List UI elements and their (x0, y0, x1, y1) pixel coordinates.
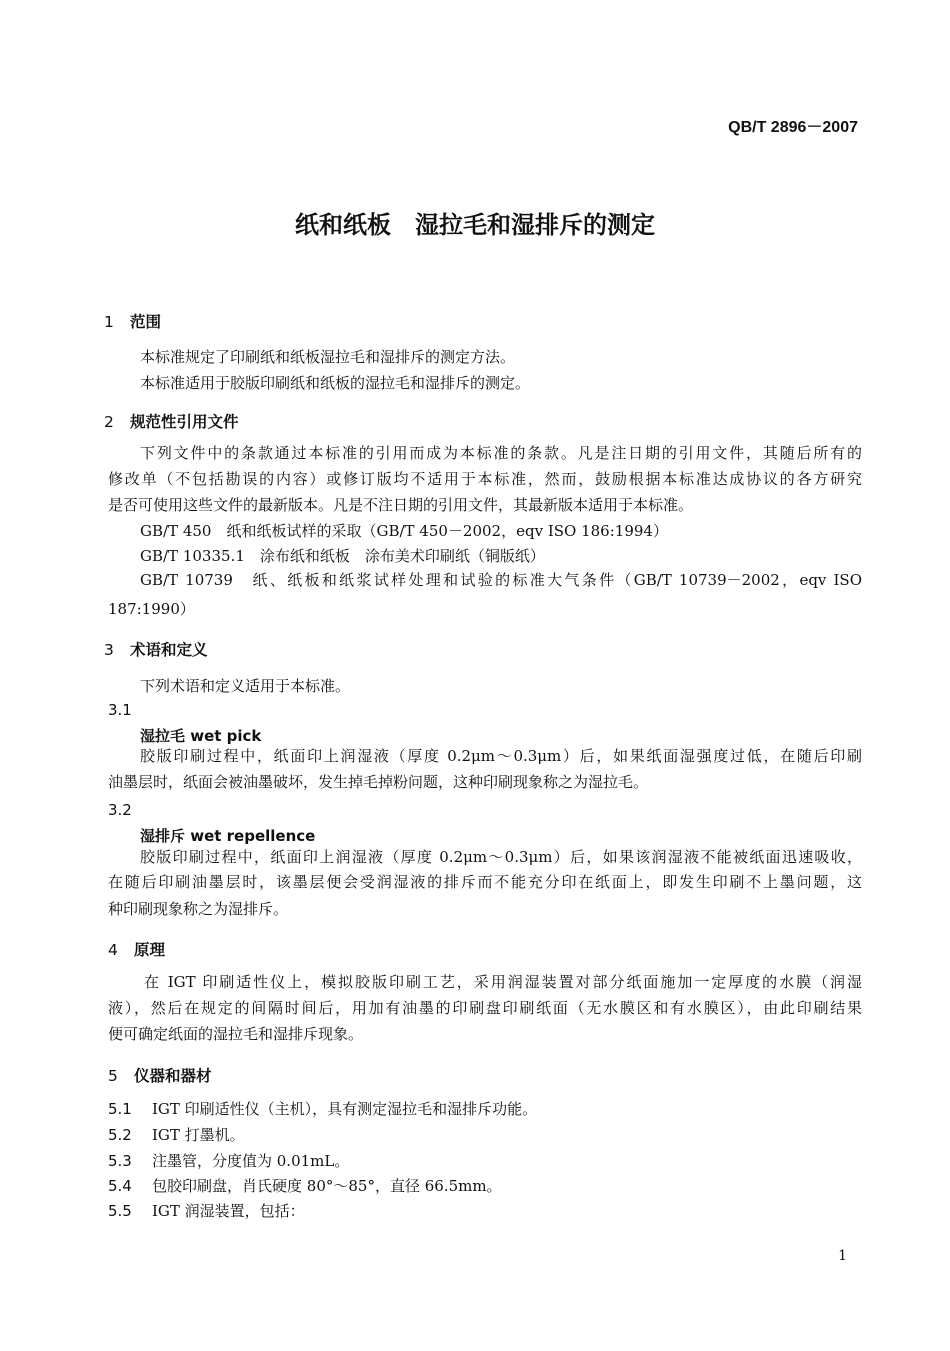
list-item (108, 1098, 537, 1119)
item-number: 5.4 (108, 1177, 132, 1195)
subsection-number: 3.1 (108, 701, 132, 719)
term-heading: 湿拉毛 wet pick (140, 727, 262, 745)
paragraph-line: 胶版印刷过程中，纸面印上润湿液（厚度 0.2μm～0.3μm）后，如果纸面湿强度过低，在随后印刷 (140, 747, 862, 765)
list-item (108, 1175, 502, 1196)
paragraph-line: 下列文件中的条款通过本标准的引用而成为本标准的条款。凡是注日期的引用文件，其随后所有的 (140, 444, 862, 462)
document-title: 纸和纸板 湿拉毛和湿排斥的测定 (295, 211, 655, 239)
section-title: 规范性引用文件 (130, 413, 239, 431)
subsection-number: 3.2 (108, 801, 132, 819)
item-number: 5.2 (108, 1126, 132, 1144)
page-number: 1 (838, 1248, 847, 1264)
reference-item: GB/T 10335.1 涂布纸和纸板 涂布美术印刷纸（铜版纸） (140, 547, 545, 565)
item-text: IGT 打墨机。 (152, 1126, 245, 1144)
item-text: 包胶印刷盘，肖氏硬度 80°～85°，直径 66.5mm。 (152, 1177, 502, 1195)
paragraph: 本标准适用于胶版印刷纸和纸板的湿拉毛和湿排斥的测定。 (140, 374, 531, 392)
section-number: 4 (108, 941, 118, 959)
paragraph-line: 油墨层时，纸面会被油墨破坏，发生掉毛掉粉问题，这种印刷现象称之为湿拉毛。 (108, 773, 649, 791)
section-1-heading (104, 310, 161, 332)
term-heading: 湿排斥 wet repellence (140, 827, 316, 845)
paragraph-line: 胶版印刷过程中，纸面印上润湿液（厚度 0.2μm～0.3μm）后，如果该润湿液不能被纸面迅速吸收， (140, 848, 862, 866)
section-title: 术语和定义 (130, 641, 208, 659)
paragraph: 下列术语和定义适用于本标准。 (140, 677, 351, 695)
item-text: IGT 印刷适性仪（主机），具有测定湿拉毛和湿排斥功能。 (152, 1100, 538, 1118)
section-number: 3 (104, 641, 114, 659)
paragraph-line: 在 IGT 印刷适性仪上，模拟胶版印刷工艺，采用润湿装置对部分纸面施加一定厚度的水膜（润湿 (144, 973, 862, 991)
reference-item-continued: 187:1990） (108, 600, 195, 618)
list-item (108, 1150, 349, 1171)
item-text: IGT 润湿装置，包括： (152, 1202, 305, 1220)
paragraph-line: 种印刷现象称之为湿排斥。 (108, 900, 289, 918)
section-title: 原理 (134, 941, 166, 959)
paragraph: 本标准规定了印刷纸和纸板湿拉毛和湿排斥的测定方法。 (140, 348, 516, 366)
item-text: 注墨管，分度值为 0.01mL。 (152, 1152, 350, 1170)
paragraph-line: 液），然后在规定的间隔时间后，用加有油墨的印刷盘印刷纸面（无水膜区和有水膜区），由此印刷结果 (108, 999, 862, 1017)
section-number: 1 (104, 313, 114, 331)
standard-number: QB/T 2896－2007 (728, 119, 858, 136)
item-number: 5.5 (108, 1202, 132, 1220)
section-title: 仪器和器材 (134, 1067, 212, 1085)
item-number: 5.1 (108, 1100, 132, 1118)
section-4-heading (108, 938, 165, 960)
section-2-heading (104, 410, 239, 432)
paragraph-line: 修改单（不包括勘误的内容）或修订版均不适用于本标准，然而，鼓励根据本标准达成协议的各方研究 (108, 470, 862, 488)
paragraph-line: 便可确定纸面的湿拉毛和湿排斥现象。 (108, 1025, 364, 1043)
section-5-heading (108, 1064, 212, 1086)
section-number: 2 (104, 413, 114, 431)
item-number: 5.3 (108, 1152, 132, 1170)
reference-item: GB/T 450 纸和纸板试样的采取（GB/T 450－2002，eqv ISO 186:1994） (140, 522, 668, 540)
list-item (108, 1200, 305, 1221)
section-number: 5 (108, 1067, 118, 1085)
section-title: 范围 (130, 313, 162, 331)
section-3-heading (104, 638, 208, 660)
reference-item: GB/T 10739 纸、纸板和纸浆试样处理和试验的标准大气条件（GB/T 10739－2002，eqv ISO (140, 571, 862, 589)
list-item (108, 1124, 245, 1145)
paragraph-line: 是否可使用这些文件的最新版本。凡是不注日期的引用文件，其最新版本适用于本标准。 (108, 496, 694, 514)
paragraph-line: 在随后印刷油墨层时，该墨层便会受润湿液的排斥而不能充分印在纸面上，即发生印刷不上墨问题，这 (108, 873, 862, 891)
